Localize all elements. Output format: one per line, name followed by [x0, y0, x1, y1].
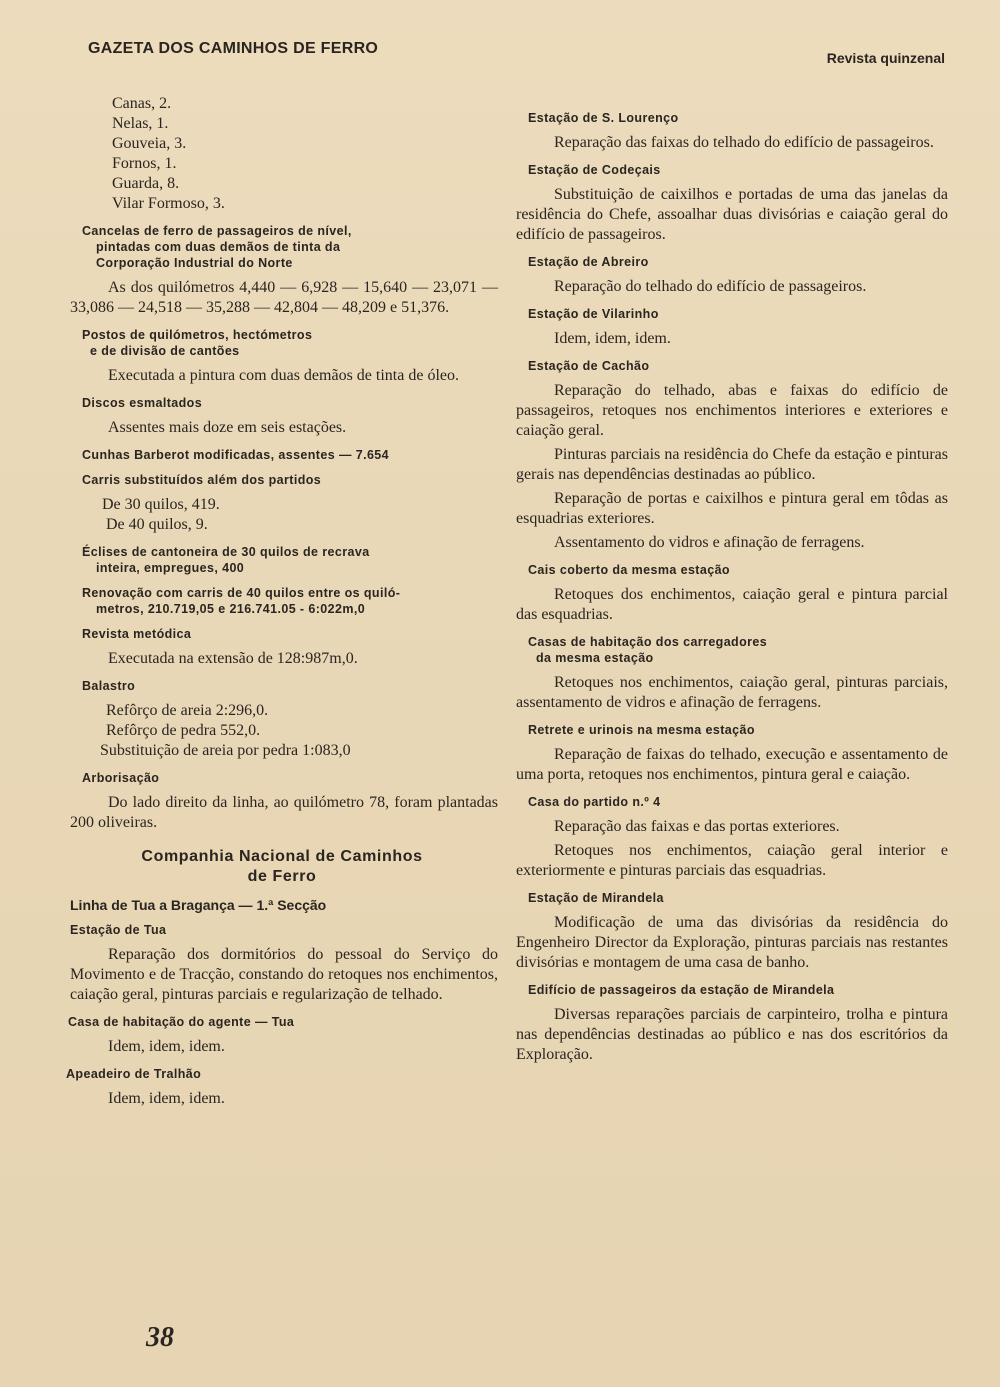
paragraph: Reparação do telhado do edifício de passageiros.: [554, 278, 867, 295]
heading: Renovação com carris de 40 quilos entre os quiló- metros, 210.719,05 e 216.741.05 - 6:022m,0: [82, 586, 401, 616]
list-item: Gouveia, 3.: [112, 135, 187, 152]
heading: Cunhas Barberot modificadas, assentes — 7.654: [82, 448, 389, 462]
left-column: [66, 94, 498, 1113]
right-column: [508, 101, 948, 1069]
paragraph: Idem, idem, idem.: [108, 1038, 225, 1055]
paragraph: Executada a pintura com duas demãos de tinta de óleo.: [108, 367, 459, 384]
heading: Estação de Codeçais: [528, 163, 661, 177]
paragraph: Retoques nos enchimentos, caiação geral interior e exteriormente e pinturas parciais das esquadrias.: [516, 842, 948, 879]
paragraph: De 30 quilos, 419.: [102, 496, 220, 513]
heading: Casa do partido n.º 4: [528, 795, 661, 809]
page-number: 38: [146, 1322, 174, 1353]
heading: Arborisação: [82, 771, 160, 785]
paragraph: Refôrço de areia 2:296,0.: [106, 702, 269, 719]
paragraph: Reparação do telhado, abas e faixas do edifício de passageiros, retoques nos enchimentos interiores e exteriores e caiação geral.: [516, 382, 948, 439]
paragraph: Assentes mais doze em seis estações.: [108, 419, 347, 436]
paragraph: Diversas reparações parciais de carpinteiro, trolha e pintura nas dependências destinadas ao público e nas dos escritórios da Exploração.: [516, 1006, 948, 1063]
paragraph: Retoques dos enchimentos, caiação geral e pintura parcial das esquadrias.: [516, 586, 948, 623]
heading: Estação de Tua: [70, 923, 167, 937]
paragraph: Idem, idem, idem.: [108, 1090, 225, 1107]
heading: Éclises de cantoneira de 30 quilos de recrava inteira, empregues, 400: [82, 545, 370, 575]
heading: Apeadeiro de Tralhão: [66, 1067, 202, 1081]
heading: Edifício de passageiros da estação de Mirandela: [528, 983, 835, 997]
paragraph: Substituição de areia por pedra 1:083,0: [100, 742, 351, 759]
paragraph: Do lado direito da linha, ao quilómetro 78, foram plantadas 200 oliveiras.: [70, 794, 498, 831]
paragraph: Reparação das faixas do telhado do edifício de passageiros.: [554, 134, 934, 151]
paragraph: Reparação de faixas do telhado, execução e assentamento de uma porta, retoques nos enchimentos, pintura geral e caiação.: [516, 746, 948, 783]
heading: Retrete e urinois na mesma estação: [528, 723, 755, 737]
heading: Estação de Vilarinho: [528, 307, 659, 321]
list-item: Nelas, 1.: [112, 115, 169, 132]
paragraph: Reparação dos dormitórios do pessoal do Serviço do Movimento e de Tracção, constando do retoques nos enchimentos, caiação geral, pinturas parciais e regularização de telhado.: [70, 946, 498, 1003]
heading: Estação de S. Lourenço: [528, 111, 679, 125]
paragraph: Executada na extensão de 128:987m,0.: [108, 650, 358, 667]
paragraph: Retoques nos enchimentos, caiação geral, pinturas parciais, assentamento de vidros e afinação de ferragens.: [516, 674, 948, 711]
paragraph: Assentamento do vidros e afinação de ferragens.: [554, 534, 865, 551]
journal-subtitle: Revista quinzenal: [826, 50, 945, 66]
journal-title: GAZETA DOS CAMINHOS DE FERRO: [88, 40, 379, 57]
heading: Carris substituídos além dos partidos: [82, 473, 322, 487]
paragraph: De 40 quilos, 9.: [106, 516, 208, 533]
list-item: Canas, 2.: [112, 95, 172, 112]
heading: Discos esmaltados: [82, 396, 203, 410]
paragraph: Modificação de uma das divisórias da residência do Engenheiro Director da Exploração, pinturas parciais nas restantes divisórias e montagem de uma casa de banho.: [516, 914, 948, 971]
paragraph: Substituição de caixilhos e portadas de uma das janelas da residência do Chefe, assoalhar duas divisórias e caiação geral do edifício de passageiros.: [516, 186, 948, 243]
heading: Cais coberto da mesma estação: [528, 563, 730, 577]
heading: Casas de habitação dos carregadores da mesma estação: [528, 635, 768, 665]
heading: Estação de Cachão: [528, 359, 650, 373]
subsection-title: Linha de Tua a Bragança — 1.ª Secção: [70, 897, 327, 913]
paragraph: Idem, idem, idem.: [554, 330, 671, 347]
heading: Revista metódica: [82, 627, 192, 641]
heading: Balastro: [82, 679, 136, 693]
paragraph: Pinturas parciais na residência do Chefe da estação e pinturas gerais nas dependências destinadas ao público.: [516, 446, 948, 483]
section-title: Companhia Nacional de Caminhos de Ferro: [141, 848, 423, 885]
list-item: Guarda, 8.: [112, 175, 180, 192]
heading: Casa de habitação do agente — Tua: [68, 1015, 295, 1029]
list-item: Fornos, 1.: [112, 155, 177, 172]
heading: Estação de Abreiro: [528, 255, 649, 269]
station-list: [66, 94, 498, 214]
list-item: Vilar Formoso, 3.: [112, 195, 225, 212]
paragraph: Reparação de portas e caixilhos e pintura geral em tôdas as esquadrias exteriores.: [516, 490, 948, 527]
paragraph: Refôrço de pedra 552,0.: [106, 722, 261, 739]
paragraph: As dos quilómetros 4,440 — 6,928 — 15,640 — 23,071 — 33,086 — 24,518 — 35,288 — 42,804 — 48,209 e 51,376.: [70, 279, 498, 316]
paragraph: Reparação das faixas e das portas exteriores.: [554, 818, 840, 835]
heading: Estação de Mirandela: [528, 891, 664, 905]
heading: Cancelas de ferro de passageiros de nível, pintadas com duas demãos de tinta da Corporação Industrial do Norte: [82, 224, 352, 270]
heading: Postos de quilómetros, hectómetros e de divisão de cantões: [82, 328, 313, 358]
